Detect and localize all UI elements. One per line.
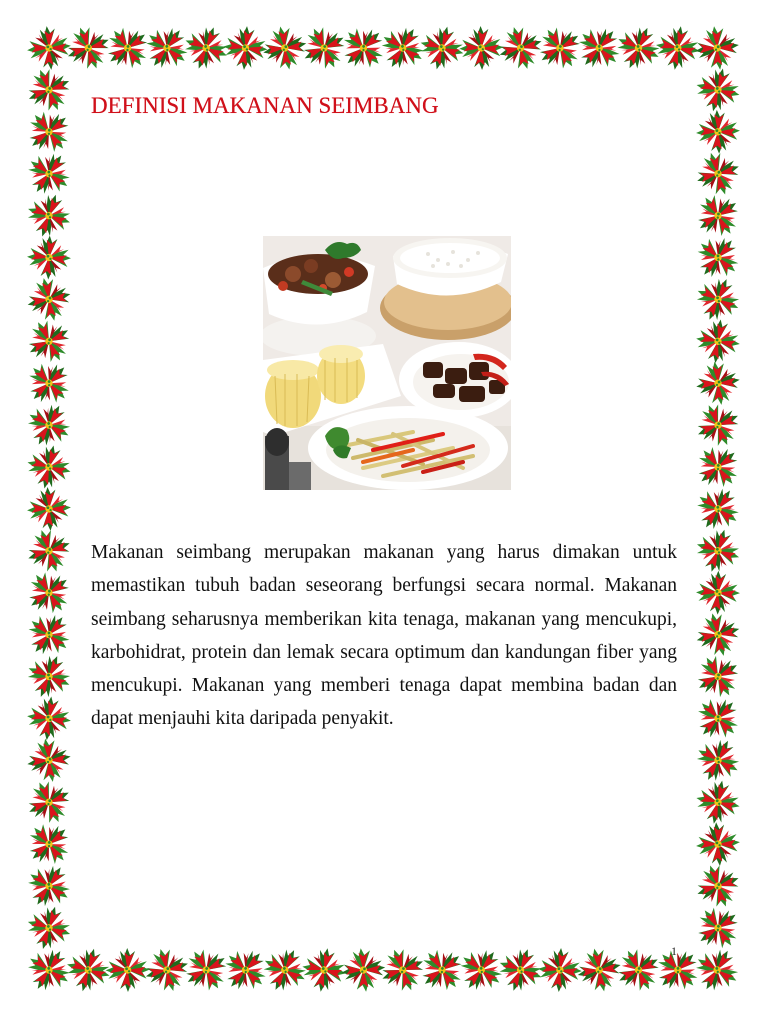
poinsettia-flower-icon: [535, 945, 585, 995]
poinsettia-flower-icon: [687, 688, 749, 750]
poinsettia-flower-icon: [215, 939, 277, 1001]
poinsettia-flower-icon: [495, 22, 547, 74]
poinsettia-flower-icon: [19, 101, 80, 162]
poinsettia-flower-icon: [141, 944, 192, 995]
page-title: DEFINISI MAKANAN SEIMBANG: [91, 93, 439, 118]
poinsettia-flower-icon: [693, 610, 743, 660]
poinsettia-flower-icon: [26, 486, 71, 531]
poinsettia-flower-icon: [458, 25, 505, 72]
poinsettia-flower-icon: [688, 898, 748, 958]
poinsettia-flower-icon: [261, 24, 309, 72]
poinsettia-flower-icon: [21, 774, 77, 830]
poinsettia-flower-icon: [610, 941, 667, 998]
poinsettia-flower-icon: [687, 940, 748, 1001]
poinsettia-flower-icon: [412, 940, 472, 1000]
poinsettia-flower-icon: [372, 17, 433, 78]
poinsettia-flower-icon: [19, 563, 79, 623]
poinsettia-flower-icon: [18, 143, 80, 205]
poinsettia-flower-icon: [689, 647, 747, 705]
poinsettia-flower-icon: [177, 19, 235, 77]
poinsettia-flower-icon: [695, 360, 741, 406]
poinsettia-flower-icon: [20, 187, 78, 245]
poinsettia-flower-icon: [19, 647, 78, 706]
poinsettia-flower-icon: [104, 946, 151, 993]
poinsettia-flower-icon: [177, 941, 236, 1000]
poinsettia-flower-icon: [24, 275, 73, 324]
poinsettia-flower-icon: [530, 18, 589, 77]
poinsettia-flower-icon: [692, 147, 744, 199]
poinsettia-flower-icon: [27, 26, 71, 70]
poinsettia-flower-icon: [18, 604, 80, 666]
poinsettia-flower-icon: [23, 524, 76, 577]
poinsettia-flower-icon: [609, 18, 669, 78]
poinsettia-flower-icon: [18, 939, 79, 1000]
poinsettia-flower-icon: [691, 775, 746, 830]
poinsettia-flower-icon: [21, 439, 76, 494]
poinsettia-flower-icon: [18, 855, 79, 916]
poinsettia-flower-icon: [23, 692, 75, 744]
poinsettia-flower-icon: [688, 730, 748, 790]
poinsettia-flower-icon: [19, 395, 80, 456]
poinsettia-flower-icon: [341, 948, 385, 992]
poinsettia-flower-icon: [695, 25, 740, 70]
poinsettia-flower-icon: [21, 899, 78, 956]
poinsettia-flower-icon: [575, 946, 624, 995]
poinsettia-flower-icon: [687, 478, 748, 539]
poinsettia-flower-icon: [688, 270, 747, 329]
poinsettia-flower-icon: [61, 21, 115, 75]
poinsettia-flower-icon: [691, 859, 745, 913]
poinsettia-flower-icon: [688, 186, 747, 245]
body-paragraph: Makanan seimbang merupakan makanan yang harus dimakan untuk memastikan tubuh badan seseorang berfungsi secara normal. Makanan seimbang seharusnya memberikan kita tenaga, makanan yang mencukupi, karbohidrat, protein dan lemak secara optimum dan kandungan fiber yang mencukupi. Makanan yang memberi tenaga dapat membina badan dan dapat menjauhi kita daripada penyakit.: [91, 542, 677, 730]
poinsettia-flower-icon: [20, 312, 78, 370]
poinsettia-flower-icon: [690, 397, 746, 453]
poinsettia-flower-icon: [21, 62, 76, 117]
poinsettia-flower-icon: [375, 943, 430, 998]
poinsettia-flower-icon: [692, 315, 744, 367]
poinsettia-flower-icon: [24, 233, 73, 282]
poinsettia-flower-icon: [18, 352, 80, 414]
poinsettia-flower-icon: [687, 227, 749, 289]
balanced-meal-photo: [263, 236, 511, 490]
page-number: 1: [671, 944, 677, 958]
poinsettia-flower-icon: [688, 437, 749, 498]
poinsettia-flower-icon: [18, 814, 79, 875]
poinsettia-flower-icon: [651, 22, 704, 75]
poinsettia-flower-icon: [689, 522, 746, 579]
poinsettia-flower-icon: [26, 737, 73, 784]
poinsettia-flower-icon: [690, 62, 746, 118]
poinsettia-flower-icon: [694, 568, 743, 617]
poinsettia-flower-icon: [255, 940, 315, 1000]
poinsettia-flower-icon: [333, 17, 394, 78]
poinsettia-flower-icon: [296, 20, 353, 77]
poinsettia-flower-icon: [297, 943, 351, 997]
poinsettia-flower-icon: [220, 23, 271, 74]
poinsettia-flower-icon: [696, 822, 740, 866]
poinsettia-flower-icon: [647, 939, 708, 1000]
poinsettia-flower-icon: [695, 109, 741, 155]
